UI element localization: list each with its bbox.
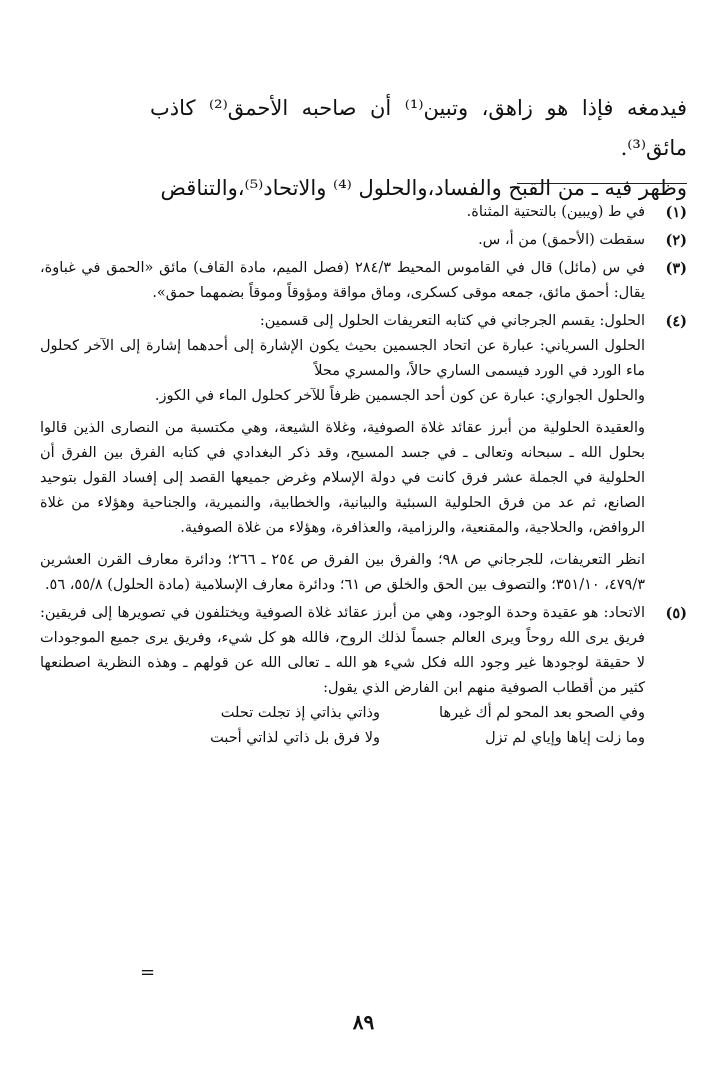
footnote-paragraph: والعقيدة الحلولية من أبرز عقائد غلاة الصوفية، وغلاة الشيعة، وهي مكتسبة من النصارى الذين قالوا بحلول الله ـ سبحانه وتعالى ـ في جسد المسيح، وقد ذكر البغدادي في كتابه الفرق بين الفرق أن الحلولية في الجملة عشر فرق كانت في دولة الإسلام وغرض جميعها القصد إلى إفساد القول بتوحيد الصانع، ثم عد من فرق الحلولية السبئية والبيانية، والخطابية، والنميرية، والجناحية وهؤلاء من غلاة الروافض، والحلاجية، والمقنعية، والرزامية، والعذافرة، وهؤلاء من غلاة الصوفية.: [40, 420, 645, 536]
footnote-references: انظر التعريفات، للجرجاني ص ٩٨؛ والفرق بين الفرق ص ٢٥٤ ـ ٢٦٦؛ ودائرة معارف القرن العشرين ٤٧٩/٣، ٣٥١/١٠؛ والتصوف بين الحق والخلق ص ٦١؛ ودائرة معارف الإسلامية (مادة الحلول) ٥٥/٨، ٥٦.: [40, 552, 645, 593]
footnote: [40, 256, 687, 306]
footnote-number: (٣): [665, 260, 687, 277]
continuation-mark: =: [140, 962, 156, 983]
poem-verse: [40, 701, 645, 726]
poem: [40, 701, 645, 751]
page-number: ٨٩: [352, 1010, 375, 1034]
footnote-paragraph: الحلول: يقسم الجرجاني في كتابه التعريفات الحلول إلى قسمين:: [259, 313, 645, 329]
footnote-text: [40, 601, 645, 751]
footnote: [40, 200, 687, 225]
poem-verse: [40, 726, 645, 751]
footnote-text: [40, 309, 645, 598]
footnote-separator: [517, 183, 687, 184]
footnote-number: (١): [665, 204, 687, 221]
verse-second-hemistich: ولا فرق بل ذاتي لذاتي أحبت: [210, 730, 380, 746]
verse-first-hemistich: وفي الصحو بعد المحو لم أك غيرها: [439, 705, 645, 721]
main-text-line: وظهر فيه ـ من القبح والفساد،والحلول ⁽⁴⁾ والاتحاد⁽⁵⁾،والتناقض: [160, 176, 687, 200]
footnote-paragraph: الاتحاد: هو عقيدة وحدة الوجود، وهي من أبرز عقائد غلاة الصوفية ويختلفون في تصويرها إلى فريقين: فريق يرى الله روحاً ويرى العالم جسماً لذلك الروح، فالله هو كل شيء، وفريق يرى جميع الموجودات لا حقيقة لوجودها غير وجود الله فكل شيء هو الله ـ تعالى الله عن قولهم ـ وهذه النظرية اصطنعها كثير من أقطاب الصوفية منهم ابن الفارض الذي يقول:: [40, 605, 645, 696]
footnote-paragraph: والحلول الجواري: عبارة عن كون أحد الجسمين ظرفاً للآخر كحلول الماء في الكوز.: [154, 388, 645, 404]
footnote-paragraph: الحلول السرياني: عبارة عن اتحاد الجسمين بحيث يكون الإشارة إلى أحدهما إشارة إلى الآخر كحلول ماء الورد في الورد فيسمى الساري حالاً، والمسري محلاً: [40, 338, 645, 379]
footnote: [40, 601, 687, 751]
main-text: [150, 88, 687, 208]
footnote-text: سقطت (الأحمق) من أ، س.: [478, 232, 645, 248]
verse-second-hemistich: وذاتي بذاتي إذ تجلت تحلت: [220, 705, 380, 721]
footnote-number: (٢): [665, 232, 687, 249]
footnote-text: في س (مائل) قال في القاموس المحيط ٢٨٤/٣ (فصل الميم، مادة القاف) مائق «الحمق في غباوة، يقال: أحمق مائق، جمعه موقى كسكرى، وماق مواقة ومؤوقاً وموقاً بضمهما حمق».: [40, 260, 645, 301]
footnote-number: (٥): [665, 605, 687, 622]
footnotes: [40, 200, 687, 754]
footnote-text: في ط (ويبين) بالتحتية المثناة.: [466, 204, 645, 220]
footnote: [40, 228, 687, 253]
footnote-number: (٤): [665, 313, 687, 330]
footnote: [40, 309, 687, 598]
main-text-line: فيدمغه فإذا هو زاهق، وتبين⁽¹⁾ أن صاحبه الأحمق⁽²⁾ كاذب مائق⁽³⁾.: [150, 96, 687, 160]
verse-first-hemistich: وما زلت إياها وإياي لم تزل: [485, 730, 645, 746]
